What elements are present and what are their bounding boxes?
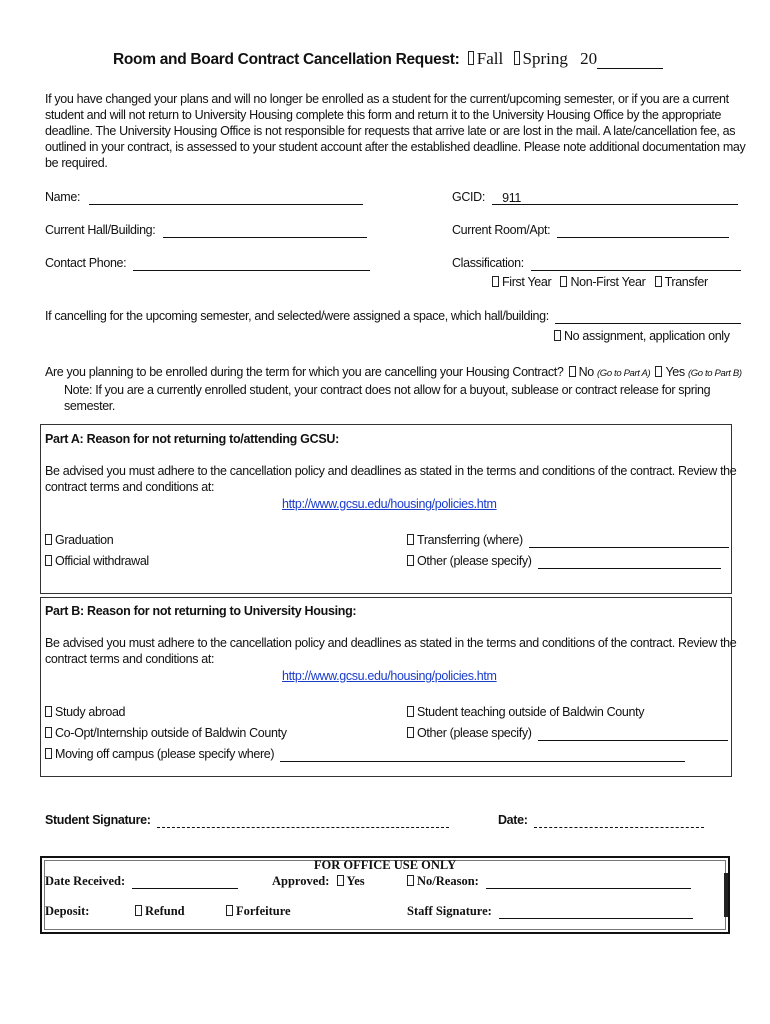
part-b-other-field[interactable]: [538, 726, 728, 741]
name-field[interactable]: [89, 190, 363, 205]
advice-line: Be advised you must adhere to the cancellation policy and deadlines as stated in the terms and conditions of the contract. Review the: [45, 464, 737, 478]
name-label: Name:: [45, 190, 81, 204]
room-row: [452, 222, 729, 238]
deposit-label: Deposit:: [45, 904, 90, 918]
enrolled-no-checkbox[interactable]: [569, 366, 576, 377]
classification-field[interactable]: [531, 256, 741, 271]
forfeiture-label: Forfeiture: [236, 904, 291, 918]
hall-field[interactable]: [163, 223, 367, 238]
transferring-label: Transferring (where): [417, 533, 523, 547]
enrolled-no-note: (Go to Part A): [596, 368, 651, 379]
part-b-other-checkbox[interactable]: [407, 727, 414, 738]
first-year-checkbox[interactable]: [492, 276, 499, 287]
room-label: Current Room/Apt:: [452, 223, 551, 237]
student-teaching-row: [407, 704, 644, 720]
withdrawal-checkbox[interactable]: [45, 555, 52, 566]
upcoming-row: [45, 308, 741, 324]
graduation-checkbox[interactable]: [45, 534, 52, 545]
year-prefix: 20: [580, 49, 598, 68]
enrolled-row: [45, 364, 742, 382]
advice-line: Be advised you must adhere to the cancellation policy and deadlines as stated in the terms and conditions of the contract. Review the: [45, 636, 737, 650]
refund-checkbox[interactable]: [135, 905, 142, 916]
coop-checkbox[interactable]: [45, 727, 52, 738]
transfer-label: Transfer: [664, 275, 708, 289]
upcoming-question: If cancelling for the upcoming semester, and selected/were assigned a space, which hall/building:: [45, 309, 549, 323]
part-a-heading: Part A: Reason for not returning to/attending GCSU:: [45, 432, 339, 446]
advice-line: contract terms and conditions at:: [45, 480, 215, 494]
part-a-other-label: Other (please specify): [417, 554, 532, 568]
coop-label: Co-Opt/Internship outside of Baldwin County: [55, 726, 287, 740]
staff-signature-row: [407, 904, 693, 919]
year-field[interactable]: [597, 52, 663, 69]
intro-line: be required.: [45, 156, 108, 170]
graduation-row: [45, 532, 113, 548]
fall-label: Fall: [476, 49, 504, 68]
transferring-field[interactable]: [529, 533, 729, 548]
office-heading: FOR OFFICE USE ONLY: [313, 858, 457, 872]
no-reason-field[interactable]: [486, 875, 691, 889]
intro-line: deadline. The University Housing Office is not responsible for requests that arrive late or are lost in the mail. A late/cancellation fee, as: [45, 124, 736, 138]
study-abroad-row: [45, 704, 125, 720]
phone-field[interactable]: [133, 256, 370, 271]
fall-checkbox[interactable]: [468, 51, 474, 65]
gcid-row: [452, 189, 738, 205]
enrolled-note: [64, 382, 710, 414]
no-reason-row: [407, 874, 691, 889]
no-reason-checkbox[interactable]: [407, 875, 414, 886]
student-teaching-checkbox[interactable]: [407, 706, 414, 717]
part-a-other-field[interactable]: [538, 554, 721, 569]
advice-line: contract terms and conditions at:: [45, 652, 215, 666]
no-assignment-label: No assignment, application only: [564, 329, 730, 343]
no-assignment-checkbox[interactable]: [554, 330, 561, 341]
room-field[interactable]: [557, 223, 729, 238]
date-label: Date:: [498, 813, 528, 827]
transfer-checkbox[interactable]: [655, 276, 662, 287]
staff-signature-field[interactable]: [499, 905, 693, 919]
withdrawal-row: [45, 553, 149, 569]
withdrawal-label: Official withdrawal: [55, 554, 149, 568]
intro-line: outlined in your contract, is assessed to your student account after the established deadline. Please note additional documentation may: [45, 140, 746, 154]
phone-label: Contact Phone:: [45, 256, 127, 270]
student-signature-row: [45, 812, 449, 828]
no-reason-label: No/Reason:: [417, 874, 479, 888]
date-received-row: [45, 874, 238, 889]
moving-field[interactable]: [280, 747, 685, 762]
study-abroad-label: Study abroad: [55, 705, 126, 719]
date-row: [498, 812, 704, 828]
date-received-label: Date Received:: [45, 874, 126, 888]
moving-label: Moving off campus (please specify where): [55, 747, 275, 761]
spring-label: Spring: [522, 49, 568, 68]
part-b-advice: [45, 635, 736, 667]
transferring-checkbox[interactable]: [407, 534, 414, 545]
no-assignment-row: [554, 328, 730, 344]
enrolled-yes-label: Yes: [665, 365, 685, 379]
part-a-other-checkbox[interactable]: [407, 555, 414, 566]
part-b-policies-link[interactable]: http://www.gcsu.edu/housing/policies.htm: [282, 669, 497, 683]
moving-row: [45, 746, 685, 762]
classification-options: [492, 274, 708, 290]
enrolled-no-label: No: [578, 365, 594, 379]
hall-row: [45, 222, 367, 238]
staff-signature-label: Staff Signature:: [407, 904, 492, 918]
forfeiture-checkbox[interactable]: [226, 905, 233, 916]
approved-yes-checkbox[interactable]: [337, 875, 344, 886]
enrolled-yes-checkbox[interactable]: [655, 366, 662, 377]
student-signature-field[interactable]: [157, 813, 449, 828]
gcid-label: GCID:: [452, 190, 485, 204]
title-text: Room and Board Contract Cancellation Request:: [113, 51, 460, 68]
enrolled-question: Are you planning to be enrolled during the term for which you are cancelling your Housing Contract?: [45, 365, 564, 379]
transferring-row: [407, 532, 729, 548]
intro-paragraph: [45, 91, 745, 171]
non-first-year-label: Non-First Year: [570, 275, 646, 289]
date-field[interactable]: [534, 813, 704, 828]
intro-line: student and will not return to University Housing complete this form and return it to the University Housing Office by the appropriate: [45, 108, 722, 122]
enrolled-yes-note: (Go to Part B): [687, 368, 742, 379]
intro-line: If you have changed your plans and will no longer be enrolled as a student for the current/upcoming semester, or if you are a current: [45, 92, 729, 106]
part-b-other-label: Other (please specify): [417, 726, 532, 740]
approved-label: Approved:: [272, 874, 330, 888]
forfeiture-row: [226, 904, 291, 919]
approved-row: [272, 874, 365, 889]
date-received-field[interactable]: [132, 875, 238, 889]
note-line: Note: If you are a currently enrolled student, your contract does not allow for a buyout, sublease or contract release for spring: [64, 383, 711, 397]
study-abroad-checkbox[interactable]: [45, 706, 52, 717]
office-box-side-bar: [724, 873, 728, 917]
part-b-other-row: [407, 725, 728, 741]
part-b-link-row: [282, 668, 497, 684]
classification-row: [452, 255, 741, 271]
approved-yes-label: Yes: [346, 874, 365, 888]
part-a-advice: [45, 463, 736, 495]
gcid-value: 911: [502, 191, 521, 205]
student-teaching-label: Student teaching outside of Baldwin County: [417, 705, 645, 719]
first-year-label: First Year: [502, 275, 552, 289]
hall-label: Current Hall/Building:: [45, 223, 156, 237]
moving-checkbox[interactable]: [45, 748, 52, 759]
non-first-year-checkbox[interactable]: [560, 276, 567, 287]
phone-row: [45, 255, 370, 271]
coop-row: [45, 725, 287, 741]
part-a-policies-link[interactable]: http://www.gcsu.edu/housing/policies.htm: [282, 497, 497, 511]
gcid-field[interactable]: [492, 190, 738, 205]
part-a-link-row: [282, 496, 497, 512]
graduation-label: Graduation: [55, 533, 114, 547]
student-signature-label: Student Signature:: [45, 813, 151, 827]
spring-checkbox[interactable]: [514, 51, 520, 65]
upcoming-hall-field[interactable]: [555, 309, 741, 324]
note-line: semester.: [64, 399, 116, 413]
part-b-heading: Part B: Reason for not returning to University Housing:: [45, 604, 357, 618]
classification-label: Classification:: [452, 256, 524, 270]
form-title: [113, 49, 663, 69]
part-a-other-row: [407, 553, 721, 569]
refund-row: [135, 904, 185, 919]
name-row: [45, 189, 363, 205]
refund-label: Refund: [145, 904, 185, 918]
